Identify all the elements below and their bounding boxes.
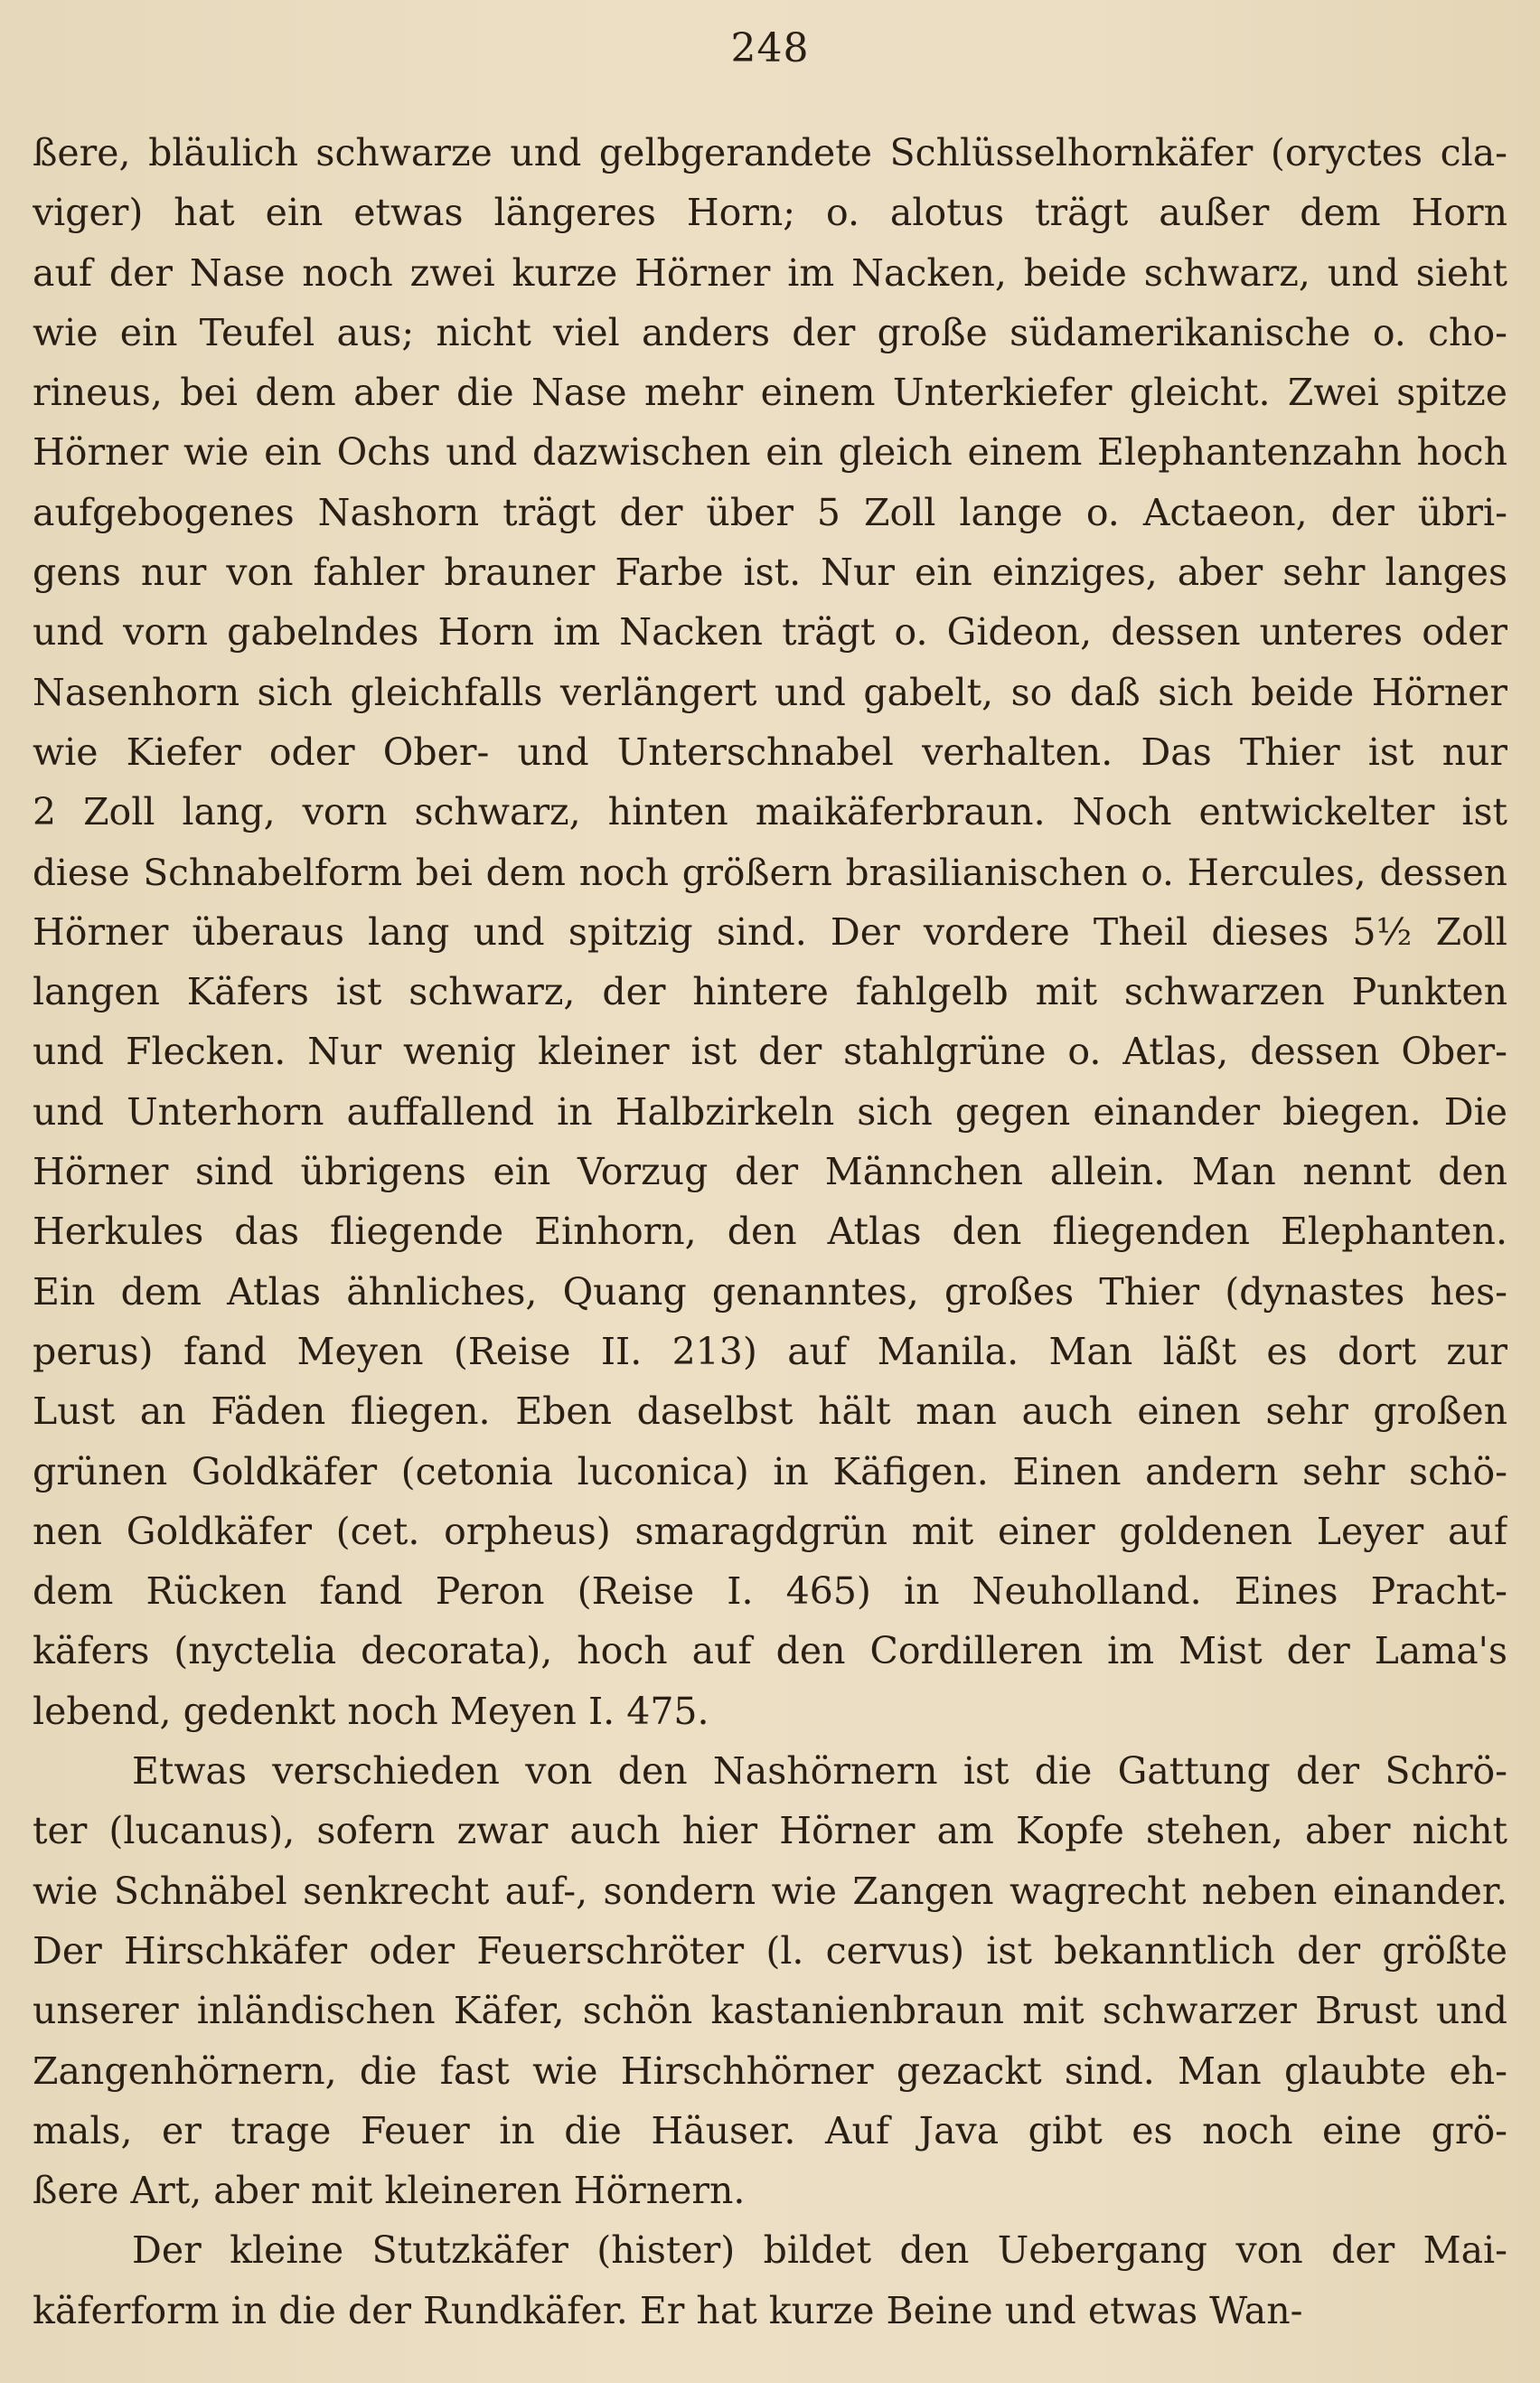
text-line: grünen Goldkäfer (cetonia luconica) in Käfigen. Einen andern sehr schö- (33, 1449, 1507, 1493)
text-line: auf der Nase noch zwei kurze Hörner im Nacken, beide schwarz, und sieht (33, 250, 1507, 295)
text-line: Nasenhorn sich gleichfalls verlängert und gabelt, so daß sich beide Hörner (33, 670, 1507, 714)
text-line: wie Kiefer oder Ober- und Unterschnabel verhalten. Das Thier ist nur (33, 730, 1507, 774)
text-line: ßere, bläulich schwarze und gelbgerandete Schlüsselhornkäfer (oryctes cla- (33, 131, 1507, 174)
text-line: perus) fand Meyen (Reise II. 213) auf Manila. Man läßt es dort zur (33, 1329, 1507, 1373)
text-line: wie Schnäbel senkrecht auf-, sondern wie Zangen wagrecht neben einander. (33, 1869, 1507, 1913)
text-line: käfers (nyctelia decorata), hoch auf den Cordilleren im Mist der Lama's (33, 1629, 1507, 1673)
paragraph-3 (33, 2220, 1507, 2341)
text-line: ter (lucanus), sofern zwar auch hier Hörner am Kopfe stehen, aber nicht (33, 1809, 1507, 1853)
text-line: Hörner wie ein Ochs und dazwischen ein gleich einem Elephantenzahn hoch (33, 430, 1507, 475)
page-number: 248 (730, 25, 810, 71)
text-line: ßere Art, aber mit kleineren Hörnern. (33, 2169, 746, 2213)
text-line: und Flecken. Nur wenig kleiner ist der stahlgrüne o. Atlas, dessen Ober- (33, 1030, 1507, 1074)
text-line: dem Rücken fand Peron (Reise I. 465) in Neuholland. Eines Pracht- (33, 1569, 1507, 1614)
text-line: käferform in die der Rundkäfer. Er hat kurze Beine und etwas Wan- (33, 2288, 1303, 2332)
text-line: wie ein Teufel aus; nicht viel anders der große südamerikanische o. cho- (33, 310, 1507, 354)
text-line: Hörner sind übrigens ein Vorzug der Männchen allein. Man nennt den (33, 1150, 1507, 1194)
text-line: lebend, gedenkt noch Meyen I. 475. (33, 1689, 709, 1733)
text-line: unserer inländischen Käfer, schön kastanienbraun mit schwarzer Brust und (33, 1989, 1507, 2033)
text-line: rineus, bei dem aber die Nase mehr einem Unterkiefer gleicht. Zwei spitze (33, 371, 1507, 415)
text-line: Ein dem Atlas ähnliches, Quang genanntes, großes Thier (dynastes hes- (33, 1269, 1507, 1314)
body-text (33, 123, 1507, 2341)
text-line: Hörner überaus lang und spitzig sind. Der vordere Theil dieses 5½ Zoll (33, 909, 1507, 954)
text-line: Zangenhörnern, die fast wie Hirschhörner gezackt sind. Man glaubte eh- (33, 2049, 1507, 2093)
paragraph-1 (33, 123, 1507, 1741)
text-line: nen Goldkäfer (cet. orpheus) smaragdgrün mit einer goldenen Leyer auf (33, 1509, 1507, 1553)
text-line: mals, er trage Feuer in die Häuser. Auf Java gibt es noch eine grö- (33, 2108, 1507, 2152)
text-line: Etwas verschieden von den Nashörnern ist die Gattung der Schrö- (132, 1749, 1507, 1794)
text-line: gens nur von fahler brauner Farbe ist. Nur ein einziges, aber sehr langes (33, 551, 1507, 595)
text-line: und vorn gabelndes Horn im Nacken trägt o. Gideon, dessen unteres oder (33, 610, 1507, 655)
paragraph-2 (33, 1741, 1507, 2220)
text-line: und Unterhorn auffallend in Halbzirkeln sich gegen einander biegen. Die (33, 1089, 1507, 1134)
text-line: Herkules das fliegende Einhorn, den Atlas den fliegenden Elephanten. (33, 1210, 1507, 1254)
text-line: viger) hat ein etwas längeres Horn; o. alotus trägt außer dem Horn (33, 191, 1507, 235)
text-line: aufgebogenes Nashorn trägt der über 5 Zoll lange o. Actaeon, der übri- (33, 490, 1507, 534)
text-line: 2 Zoll lang, vorn schwarz, hinten maikäferbraun. Noch entwickelter ist (33, 790, 1507, 834)
text-line: Der kleine Stutzkäfer (hister) bildet den Uebergang von der Mai- (132, 2228, 1507, 2273)
text-line: diese Schnabelform bei dem noch größern brasilianischen o. Hercules, dessen (33, 850, 1507, 894)
text-line: Lust an Fäden fliegen. Eben daselbst hält man auch einen sehr großen (33, 1389, 1507, 1434)
text-line: langen Käfers ist schwarz, der hintere fahlgelb mit schwarzen Punkten (33, 970, 1507, 1014)
text-line: Der Hirschkäfer oder Feuerschröter (l. cervus) ist bekanntlich der größte (33, 1928, 1507, 1973)
